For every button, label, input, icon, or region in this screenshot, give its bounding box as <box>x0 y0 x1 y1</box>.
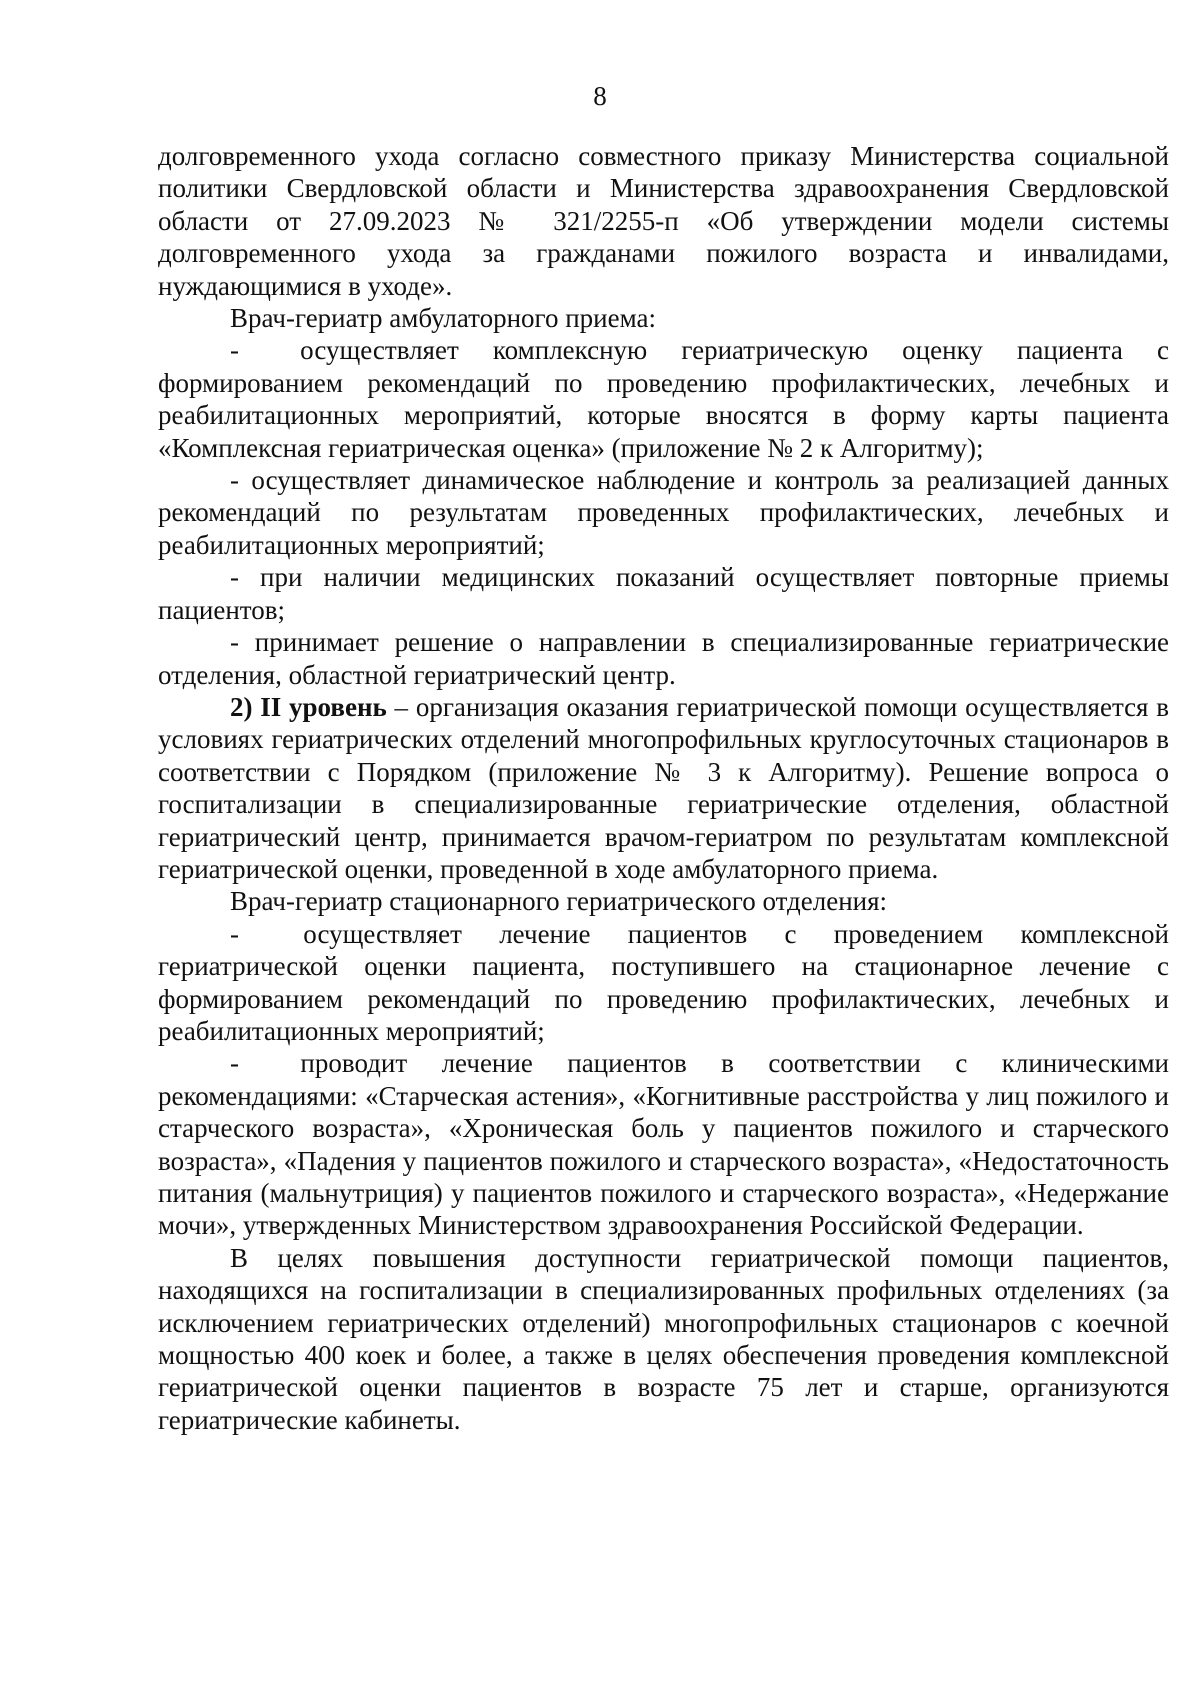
paragraph: В целях повышения доступности гериатрической помощи пациентов, находящихся на госпитализации в специализированных профильных отделениях (за исключением гериатрических отделений) многопрофильных стационаров с коечной мощностью 400 коек и более, а также в целях обеспечения проведения комплексной гериатрической оценки пациентов в возрасте 75 лет и старше, организуются гериатрические кабинеты. <box>158 1242 1169 1435</box>
document-body <box>158 140 1169 1436</box>
level-heading: 2) II уровень <box>230 691 387 722</box>
list-item: - принимает решение о направлении в специализированные гериатрические отделения, областной гериатрический центр. <box>158 627 1169 690</box>
list-item: - проводит лечение пациентов в соответствии с клиническими рекомендациями: «Старческая астения», «Когнитивные расстройства у лиц пожилого и старческого возраста», «Хроническая боль у пациентов пожилого и старческого возраста», «Падения у пациентов пожилого и старческого возраста», «Недостаточность питания (мальнутриция) у пациентов пожилого и старческого возраста», «Недержание мочи», утвержденных Министерством здравоохранения Российской Федерации. <box>158 1048 1169 1241</box>
paragraph-level-2 <box>158 691 1169 885</box>
paragraph: Врач-гериатр стационарного гериатрического отделения: <box>230 886 888 917</box>
list-item: - осуществляет комплексную гериатрическую оценку пациента с формированием рекомендаций по проведению профилактических, лечебных и реабилитационных мероприятий, которые вносятся в форму карты пациента «Комплексная гериатрическая оценка» (приложение № 2 к Алгоритму); <box>158 335 1169 463</box>
list-item: - осуществляет динамическое наблюдение и контроль за реализацией данных рекомендаций по результатам проведенных профилактических, лечебных и реабилитационных мероприятий; <box>158 465 1169 560</box>
paragraph: Врач-гериатр амбулаторного приема: <box>230 303 656 334</box>
paragraph: долговременного ухода согласно совместного приказу Министерства социальной политики Свердловской области и Министерства здравоохранения Свердловской области от 27.09.2023 № 321/2255-п «Об утверждении модели системы долговременного ухода за гражданами пожилого возраста и инвалидами, нуждающимися в уходе». <box>158 141 1169 301</box>
list-item: - при наличии медицинских показаний осуществляет повторные приемы пациентов; <box>158 562 1169 625</box>
page-number: 8 <box>593 81 607 111</box>
level-text: – организация оказания гериатрической помощи осуществляется в условиях гериатрических отделений многопрофильных круглосуточных стационаров в соответствии с Порядком (приложение № 3 к Алгоритму). Решение вопроса о госпитализации в специализированные гериатрические отделения, областной гериатрический центр, принимается врачом-гериатром по результатам комплексной гериатрической оценки, проведенной в ходе амбулаторного приема. <box>158 691 1169 884</box>
list-item: - осуществляет лечение пациентов с проведением комплексной гериатрической оценки пациента, поступившего на стационарное лечение с формированием рекомендаций по проведению профилактических, лечебных и реабилитационных мероприятий; <box>158 918 1169 1046</box>
